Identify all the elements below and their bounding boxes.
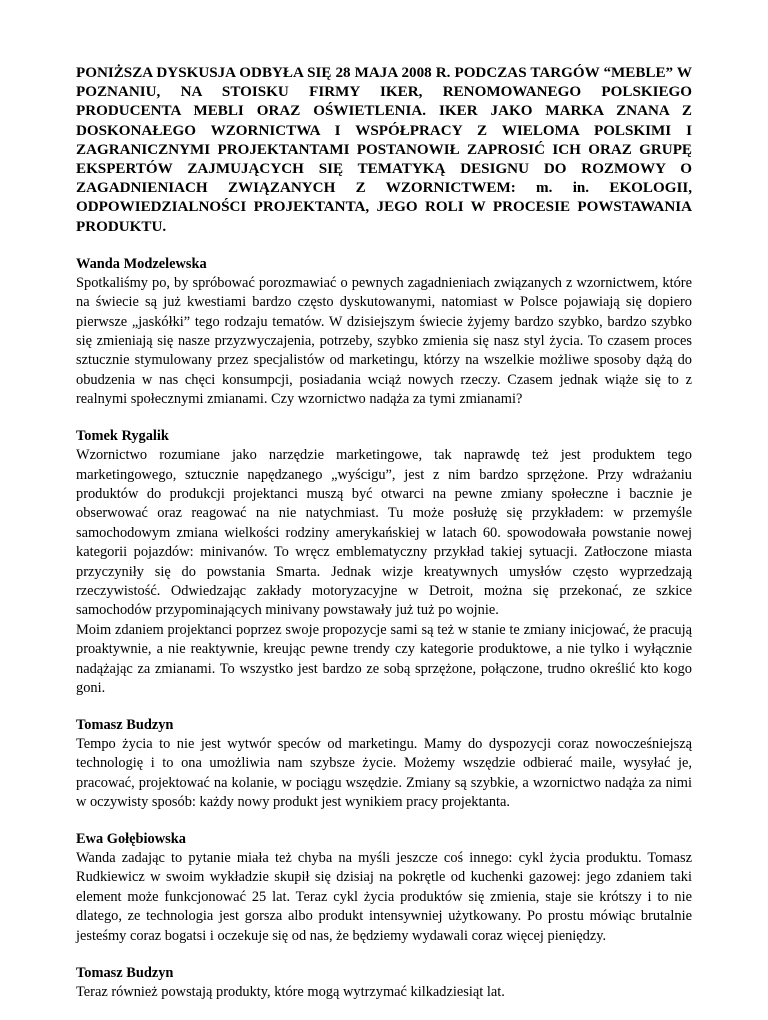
- discussion-turn-5: [76, 964, 692, 1002]
- speech-paragraph: Wanda zadając to pytanie miała też chyba na myśli jeszcze coś innego: cykl życia produktu. Tomasz Rudkiewicz w swoim wykładzie skupił się dzisiaj na pokrętle od kuchenki gazowej: jego zdaniem taki element może funkcjonować 25 lat. Teraz cykl życia produktów się zmienia, staje sie krótszy i to nie dlatego, ze technologia jest gorsza albo produkt intensywniej użytkowany. Po prostu mówiąc brutalnie jesteśmy coraz bogatsi i oczekuje się od nas, że będziemy wydawali coraz więcej pieniędzy.: [76, 850, 692, 944]
- speaker-name: Tomasz Budzyn: [76, 964, 174, 981]
- discussion-turn-3: [76, 716, 692, 813]
- intro-heading: PONIŻSZA DYSKUSJA ODBYŁA SIĘ 28 MAJA 2008 R. PODCZAS TARGÓW “MEBLE” W POZNANIU, NA STOISKU FIRMY IKER, RENOMOWANEGO POLSKIEGO PRODUCENTA MEBLI ORAZ OŚWIETLENIA. IKER JAKO MARKA ZNANA Z DOSKONAŁEGO WZORNICTWA I WSPÓŁPRACY Z WIELOMA POLSKIMI I ZAGRANICZNYMI PROJEKTANTAMI POSTANOWIŁ ZAPROSIĆ ICH ORAZ GRUPĘ EKSPERTÓW ZAJMUJĄCYCH SIĘ TEMATYKĄ DESIGNU DO ROZMOWY O ZAGADNIENIACH ZWIĄZANYCH Z WZORNICTWEM: m. in. EKOLOGII, ODPOWIEDZIALNOŚCI PROJEKTANTA, JEGO ROLI W PROCESIE POWSTAWANIA PRODUKTU.: [76, 65, 692, 235]
- document-page: [76, 64, 692, 1020]
- discussion-turn-4: [76, 830, 692, 946]
- speech-paragraph: Tempo życia to nie jest wytwór speców od marketingu. Mamy do dyspozycji coraz nowocześniejszą technologię i to ona umożliwia nam szybsze życie. Możemy wszędzie odbierać maile, wysyłać je, pracować, projektować na kolanie, w pociągu wszędzie. Zmiany są szybkie, a wzornictwo nadąża za nimi w oczywisty sposób: każdy nowy produkt jest wynikiem pracy projektanta.: [76, 735, 692, 811]
- speech-paragraph: Wzornictwo rozumiane jako narzędzie marketingowe, tak naprawdę też jest produktem tego marketingowego, sztucznie napędzanego „wyścigu”, jest z nim bardzo sprzężone. Przy wdrażaniu produktów do produkcji projektanci muszą być otwarci na pewne zmiany społeczne i bacznie je obserwować oraz reagować na nie natychmiast. Tu może posłużę się przykładem: w przemyśle samochodowym zmiana wielkości rodziny amerykańskiej w latach 60. spowodowała powstanie nowej kategorii pojazdów: minivanów. To wręcz emblematyczny przykład takiej sytuacji. Zatłoczone miasta przyczyniły się do powstania Smarta. Jednak wizje kreatywnych umysłów często wyprzedzają rzeczywistość. Odwiedzając zakłady motoryzacyjne w Detroit, można się przekonać, ze szkice samochodów przypominających minivany powstawały już tuż po wojnie.: [76, 447, 692, 619]
- speaker-name: Wanda Modzelewska: [76, 255, 207, 272]
- discussion-turn-1: [76, 255, 692, 410]
- speech-paragraph: Teraz również powstają produkty, które mogą wytrzymać kilkadziesiąt lat.: [76, 983, 505, 1000]
- speaker-name: Tomasz Budzyn: [76, 716, 174, 733]
- speaker-name: Ewa Gołębiowska: [76, 831, 186, 848]
- speech-paragraph: Moim zdaniem projektanci poprzez swoje propozycje sami są też w stanie te zmiany inicjować, że pracują proaktywnie, a nie reaktywnie, kreując pewne trendy czy kategorie produktowe, a nie tylko i wyłącznie nadążając za zmianami. To wszystko jest bardzo ze sobą sprzężone, połączone, trudno określić kto kogo goni.: [76, 621, 692, 697]
- speech-paragraph: Spotkaliśmy po, by spróbować porozmawiać o pewnych zagadnieniach związanych z wzornictwem, które na świecie są już kwestiami bardzo często dyskutowanymi, natomiast w Polsce pojawiają się dopiero pierwsze „jaskółki” tego rodzaju tematów. W dzisiejszym świecie żyjemy bardzo szybko, bardzo szybko się zmieniają się nasze przyzwyczajenia, potrzeby, szybko zmienia się nasz styl życia. To czasem proces sztucznie stymulowany przez specjalistów od marketingu, którzy na wszelkie możliwe sposoby dążą do obudzenia w nas chęci konsumpcji, posiadania wciąż nowych rzeczy. Czasem jednak wiąże się to z realnymi społecznymi zmianami. Czy wzornictwo nadąża za tymi zmianami?: [76, 274, 692, 408]
- discussion-turn-2: [76, 427, 692, 698]
- speaker-name: Tomek Rygalik: [76, 428, 169, 445]
